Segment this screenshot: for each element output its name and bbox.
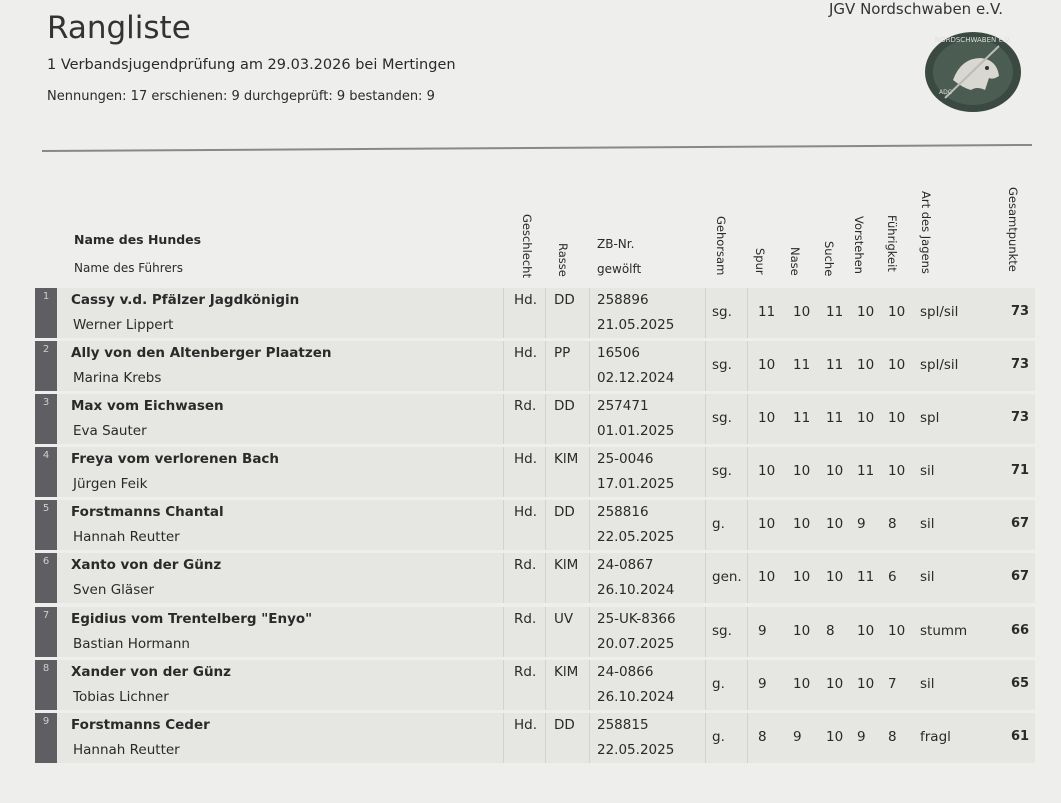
dog-name: Forstmanns Ceder: [71, 717, 210, 733]
dog-name: Freya vom verlorenen Bach: [71, 451, 280, 467]
dog-name: Ally von den Altenberger Plaatzen: [71, 345, 332, 361]
dog-name: Cassy v.d. Pfälzer Jagdkönigin: [71, 292, 300, 308]
whelped-date: 22.05.2025: [597, 742, 675, 758]
logo-lettering: NORDSCHWABEN e.V.: [934, 36, 1012, 44]
hunt-type: sil: [920, 516, 935, 532]
sex: Hd.: [514, 292, 538, 308]
rank-number: 5: [42, 503, 50, 514]
table-row: [35, 447, 1035, 497]
handler-name: Sven Gläser: [73, 582, 155, 598]
column-divider: [545, 553, 546, 603]
handler-name: Hannah Reutter: [73, 529, 180, 545]
nose-score: 10: [793, 516, 811, 532]
column-divider: [747, 447, 748, 497]
table-row: [35, 288, 1035, 338]
column-divider: [545, 341, 546, 391]
zb-number: 258815: [597, 717, 649, 733]
zb-number: 258816: [597, 504, 649, 520]
dog-name: Xanto von der Günz: [71, 557, 222, 573]
total-points: 73: [1011, 410, 1030, 425]
obedience-grade: g.: [712, 729, 725, 745]
column-divider: [705, 713, 706, 763]
column-divider: [589, 660, 590, 710]
handler-name: Bastian Hormann: [73, 636, 190, 652]
handling-score: 10: [888, 463, 906, 479]
total-points: 61: [1011, 729, 1030, 744]
obedience-grade: g.: [712, 516, 725, 532]
col-header-sex: Geschlecht: [520, 214, 534, 278]
point-score: 10: [857, 410, 875, 426]
point-score: 9: [857, 729, 866, 745]
hunt-type: fragl: [920, 729, 951, 745]
column-divider: [747, 288, 748, 338]
zb-number: 24-0866: [597, 664, 654, 680]
track-score: 10: [758, 463, 776, 479]
nose-score: 11: [793, 357, 811, 373]
participation-counts: Nennungen: 17 erschienen: 9 durchgeprüft: 9 bestanden: 9: [47, 89, 435, 104]
rank-badge: [35, 607, 57, 657]
column-divider: [747, 394, 748, 444]
page-title: Rangliste: [47, 10, 191, 46]
handler-name: Eva Sauter: [73, 423, 147, 439]
hunt-type: stumm: [920, 623, 968, 639]
handling-score: 10: [888, 357, 906, 373]
rank-number: 6: [42, 556, 50, 567]
column-divider: [503, 713, 504, 763]
column-divider: [503, 553, 504, 603]
column-divider: [705, 500, 706, 550]
col-header-whelped: gewölft: [597, 262, 642, 276]
whelped-date: 26.10.2024: [597, 582, 675, 598]
column-divider: [503, 607, 504, 657]
rank-number: 8: [42, 663, 50, 674]
handling-score: 10: [888, 410, 906, 426]
column-divider: [545, 447, 546, 497]
hunt-type: sil: [920, 463, 935, 479]
column-divider: [705, 288, 706, 338]
column-divider: [589, 288, 590, 338]
total-points: 66: [1011, 623, 1030, 638]
column-divider: [545, 288, 546, 338]
handler-name: Werner Lippert: [73, 317, 174, 333]
rank-number: 9: [42, 716, 50, 727]
column-divider: [589, 394, 590, 444]
total-points: 73: [1011, 357, 1030, 372]
zb-number: 258896: [597, 292, 649, 308]
column-divider: [503, 341, 504, 391]
search-score: 10: [826, 463, 844, 479]
rank-badge: [35, 394, 57, 444]
rank-badge: [35, 341, 57, 391]
nose-score: 10: [793, 463, 811, 479]
hunt-type: sil: [920, 569, 935, 585]
col-header-total: Gesamtpunkte: [1006, 187, 1020, 272]
col-header-search: Suche: [822, 241, 836, 277]
rank-badge: [35, 288, 57, 338]
obedience-grade: sg.: [712, 463, 732, 479]
table-row: [35, 553, 1035, 603]
table-row: [35, 500, 1035, 550]
handling-score: 8: [888, 516, 897, 532]
dog-name: Egidius vom Trentelberg "Enyo": [71, 611, 313, 627]
table-row: [35, 607, 1035, 657]
col-header-dog-name: Name des Hundes: [74, 232, 202, 247]
zb-number: 24-0867: [597, 557, 654, 573]
total-points: 67: [1011, 569, 1030, 584]
search-score: 10: [826, 516, 844, 532]
track-score: 11: [758, 304, 776, 320]
obedience-grade: sg.: [712, 304, 732, 320]
col-header-breed: Rasse: [556, 243, 570, 277]
point-score: 10: [857, 357, 875, 373]
logo-sub-lettering: ADC: [939, 89, 952, 96]
hunt-type: spl/sil: [920, 304, 959, 320]
point-score: 10: [857, 304, 875, 320]
column-divider: [747, 607, 748, 657]
breed: KlM: [554, 664, 579, 680]
column-divider: [503, 288, 504, 338]
nose-score: 10: [793, 304, 811, 320]
whelped-date: 20.07.2025: [597, 636, 675, 652]
sex: Hd.: [514, 451, 538, 467]
column-divider: [747, 553, 748, 603]
point-score: 10: [857, 676, 875, 692]
rank-badge: [35, 553, 57, 603]
rank-number: 4: [42, 450, 50, 461]
organization-name: JGV Nordschwaben e.V.: [829, 0, 1004, 18]
exam-subtitle: 1 Verbandsjugendprüfung am 29.03.2026 bei Mertingen: [47, 57, 456, 73]
point-score: 10: [857, 623, 875, 639]
dog-name: Xander von der Günz: [71, 664, 232, 680]
track-score: 10: [758, 569, 776, 585]
hunt-type: sil: [920, 676, 935, 692]
rank-badge: [35, 500, 57, 550]
rank-badge: [35, 713, 57, 763]
hunt-type: spl: [920, 410, 940, 426]
whelped-date: 01.01.2025: [597, 423, 675, 439]
handling-score: 10: [888, 304, 906, 320]
rank-number: 3: [42, 397, 50, 408]
track-score: 10: [758, 516, 776, 532]
whelped-date: 17.01.2025: [597, 476, 675, 492]
column-divider: [705, 447, 706, 497]
col-header-zb: ZB-Nr.: [597, 237, 635, 251]
sex: Hd.: [514, 345, 538, 361]
total-points: 67: [1011, 516, 1030, 531]
column-divider: [589, 607, 590, 657]
handling-score: 8: [888, 729, 897, 745]
breed: KlM: [554, 451, 579, 467]
dog-name: Max vom Eichwasen: [71, 398, 224, 414]
zb-number: 25-UK-8366: [597, 611, 676, 627]
breed: DD: [554, 504, 575, 520]
column-divider: [589, 500, 590, 550]
column-divider: [503, 500, 504, 550]
obedience-grade: sg.: [712, 410, 732, 426]
whelped-date: 02.12.2024: [597, 370, 675, 386]
zb-number: 25-0046: [597, 451, 654, 467]
column-divider: [705, 607, 706, 657]
track-score: 9: [758, 676, 767, 692]
sex: Rd.: [514, 611, 537, 627]
column-divider: [705, 553, 706, 603]
column-divider: [589, 713, 590, 763]
point-score: 11: [857, 569, 875, 585]
table-row: [35, 394, 1035, 444]
total-points: 71: [1011, 463, 1030, 478]
column-divider: [747, 500, 748, 550]
point-score: 9: [857, 516, 866, 532]
total-points: 65: [1011, 676, 1030, 691]
sex: Rd.: [514, 557, 537, 573]
breed: UV: [554, 611, 574, 627]
sex: Hd.: [514, 504, 538, 520]
nose-score: 10: [793, 569, 811, 585]
dog-name: Forstmanns Chantal: [71, 504, 224, 520]
search-score: 10: [826, 569, 844, 585]
obedience-grade: sg.: [712, 623, 732, 639]
hunt-type: spl/sil: [920, 357, 959, 373]
handling-score: 6: [888, 569, 897, 585]
sex: Hd.: [514, 717, 538, 733]
column-divider: [705, 394, 706, 444]
nose-score: 11: [793, 410, 811, 426]
search-score: 10: [826, 676, 844, 692]
col-header-hunt-type: Art des Jagens: [919, 191, 933, 274]
total-points: 73: [1011, 304, 1030, 319]
handler-name: Hannah Reutter: [73, 742, 180, 758]
handling-score: 7: [888, 676, 897, 692]
breed: DD: [554, 398, 575, 414]
nose-score: 9: [793, 729, 802, 745]
handling-score: 10: [888, 623, 906, 639]
column-divider: [589, 341, 590, 391]
column-divider: [503, 447, 504, 497]
whelped-date: 26.10.2024: [597, 689, 675, 705]
rank-number: 1: [42, 291, 50, 302]
header-rule: [42, 144, 1032, 152]
column-divider: [705, 341, 706, 391]
breed: KlM: [554, 557, 579, 573]
breed: PP: [554, 345, 571, 361]
search-score: 11: [826, 304, 844, 320]
column-divider: [589, 553, 590, 603]
table-row: [35, 660, 1035, 710]
rank-badge: [35, 660, 57, 710]
rank-number: 7: [42, 610, 50, 621]
column-divider: [705, 660, 706, 710]
search-score: 8: [826, 623, 835, 639]
whelped-date: 21.05.2025: [597, 317, 675, 333]
col-header-point: Vorstehen: [852, 216, 866, 274]
column-divider: [747, 341, 748, 391]
column-divider: [503, 394, 504, 444]
obedience-grade: gen.: [712, 569, 742, 585]
column-divider: [545, 713, 546, 763]
track-score: 9: [758, 623, 767, 639]
club-logo-icon: [923, 28, 1023, 116]
rank-number: 2: [42, 344, 50, 355]
col-header-handler-name: Name des Führers: [74, 261, 183, 275]
table-row: [35, 341, 1035, 391]
nose-score: 10: [793, 676, 811, 692]
column-divider: [545, 607, 546, 657]
track-score: 8: [758, 729, 767, 745]
col-header-handling: Führigkeit: [885, 215, 899, 272]
handler-name: Jürgen Feik: [73, 476, 148, 492]
obedience-grade: sg.: [712, 357, 732, 373]
column-divider: [545, 500, 546, 550]
track-score: 10: [758, 357, 776, 373]
sex: Rd.: [514, 398, 537, 414]
table-row: [35, 713, 1035, 763]
handler-name: Tobias Lichner: [73, 689, 169, 705]
point-score: 11: [857, 463, 875, 479]
whelped-date: 22.05.2025: [597, 529, 675, 545]
breed: DD: [554, 292, 575, 308]
search-score: 11: [826, 410, 844, 426]
column-divider: [545, 394, 546, 444]
handler-name: Marina Krebs: [73, 370, 162, 386]
column-divider: [747, 713, 748, 763]
col-header-nose: Nase: [788, 247, 802, 276]
column-divider: [545, 660, 546, 710]
breed: DD: [554, 717, 575, 733]
sex: Rd.: [514, 664, 537, 680]
nose-score: 10: [793, 623, 811, 639]
column-divider: [747, 660, 748, 710]
rank-badge: [35, 447, 57, 497]
search-score: 10: [826, 729, 844, 745]
column-divider: [503, 660, 504, 710]
search-score: 11: [826, 357, 844, 373]
obedience-grade: g.: [712, 676, 725, 692]
zb-number: 16506: [597, 345, 640, 361]
col-header-obedience: Gehorsam: [714, 216, 728, 276]
column-divider: [589, 447, 590, 497]
track-score: 10: [758, 410, 776, 426]
col-header-track: Spur: [753, 248, 767, 275]
zb-number: 257471: [597, 398, 649, 414]
